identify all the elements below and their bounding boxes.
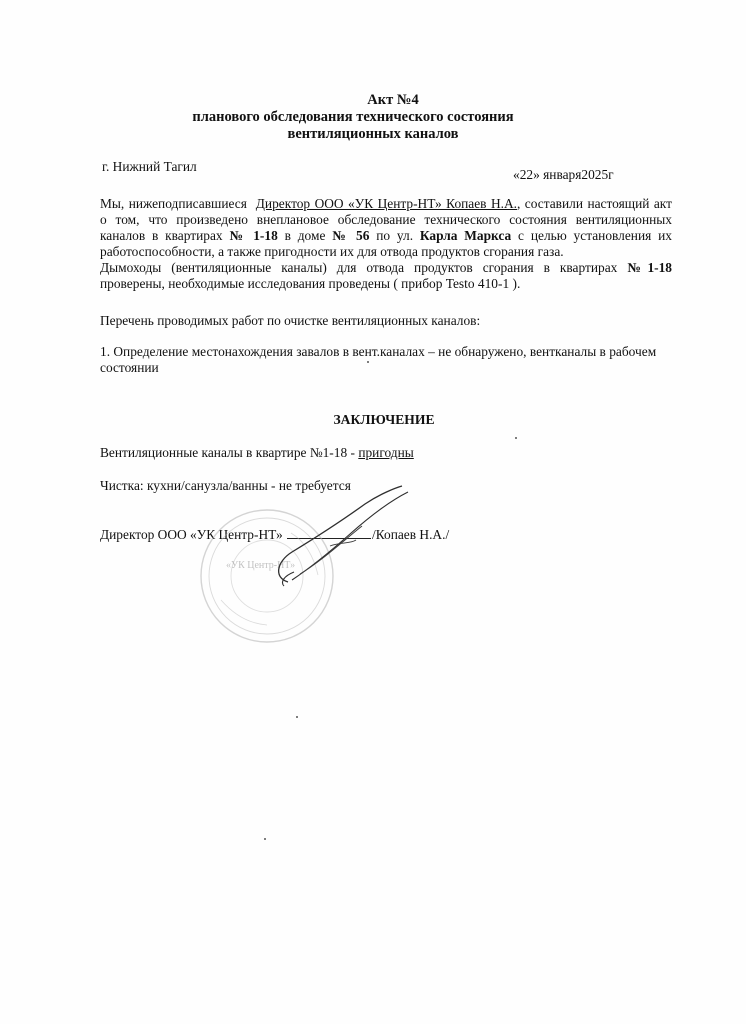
stamp-text: «УК Центр-НТ» [226,560,296,571]
intro-text: с целью установления их [511,228,672,243]
intro-line-4: работоспособности, а также пригодности их для отвода продуктов сгорания газа. [100,244,564,259]
intro-line-2: о том, что произведено внеплановое обследование технического состояния вентиляционных [100,212,672,227]
document-subtitle-line1: планового обследования технического состояния [192,109,514,125]
document-subtitle-line2: вентиляционных каналов [287,126,459,142]
vent-status: пригодны [358,445,414,460]
intro-line-6: проверены, необходимые исследования проведены ( прибор Testo 410-1 ). [100,276,521,291]
scan-speck [367,361,369,363]
document-title: Акт №4 [367,92,419,108]
intro-line-1 [100,196,672,212]
intro-text: Мы, нижеподписавшиеся [100,196,247,211]
scan-speck [515,437,517,439]
intro-text: по ул. [369,228,420,243]
scan-speck [264,838,266,840]
scan-speck [296,716,298,718]
intro-text: Дымоходы (вентиляционные каналы) для отвода продуктов сгорания в квартирах [100,260,628,275]
signer-role: Директор ООО «УК Центр-НТ» [100,527,283,542]
works-item [100,344,680,376]
intro-text: каналов в квартирах [100,228,230,243]
intro-text: в доме [277,228,333,243]
street-name: Карла Маркса [419,228,512,243]
conclusion-heading: ЗАКЛЮЧЕНИЕ [333,412,435,427]
works-heading: Перечень проводимых работ по очистке вентиляционных каналов: [100,313,481,328]
act-date: «22» января2025г [513,167,614,182]
city: г. Нижний Тагил [102,159,197,174]
signer-name: /Копаев Н.А./ [372,527,450,542]
house-number: № 56 [332,228,370,243]
vent-conclusion-text: Вентиляционные каналы в квартире №1-18 - [100,445,359,460]
document-title-block [0,92,746,143]
intro-paragraph [100,196,672,292]
works-item-line-1: 1. Определение местонахождения завалов в вент.каналах – не обнаружено, вентканалы в рабочем [100,344,657,359]
director-name-underlined: Директор ООО «УК Центр-НТ» Копаев Н.А. [255,196,517,211]
chimney-apartments-range: №1-18 [627,260,672,275]
intro-line-3 [100,228,672,244]
intro-line-5 [100,260,672,276]
cleaning-line: Чистка: кухни/санузла/ванны - не требуется [100,478,351,493]
handwritten-signature [270,482,420,592]
vent-conclusion [100,445,414,461]
apartments-range: № 1-18 [229,228,278,243]
intro-text: , составили настоящий акт [517,196,672,211]
works-item-line-2: состоянии [100,360,159,375]
